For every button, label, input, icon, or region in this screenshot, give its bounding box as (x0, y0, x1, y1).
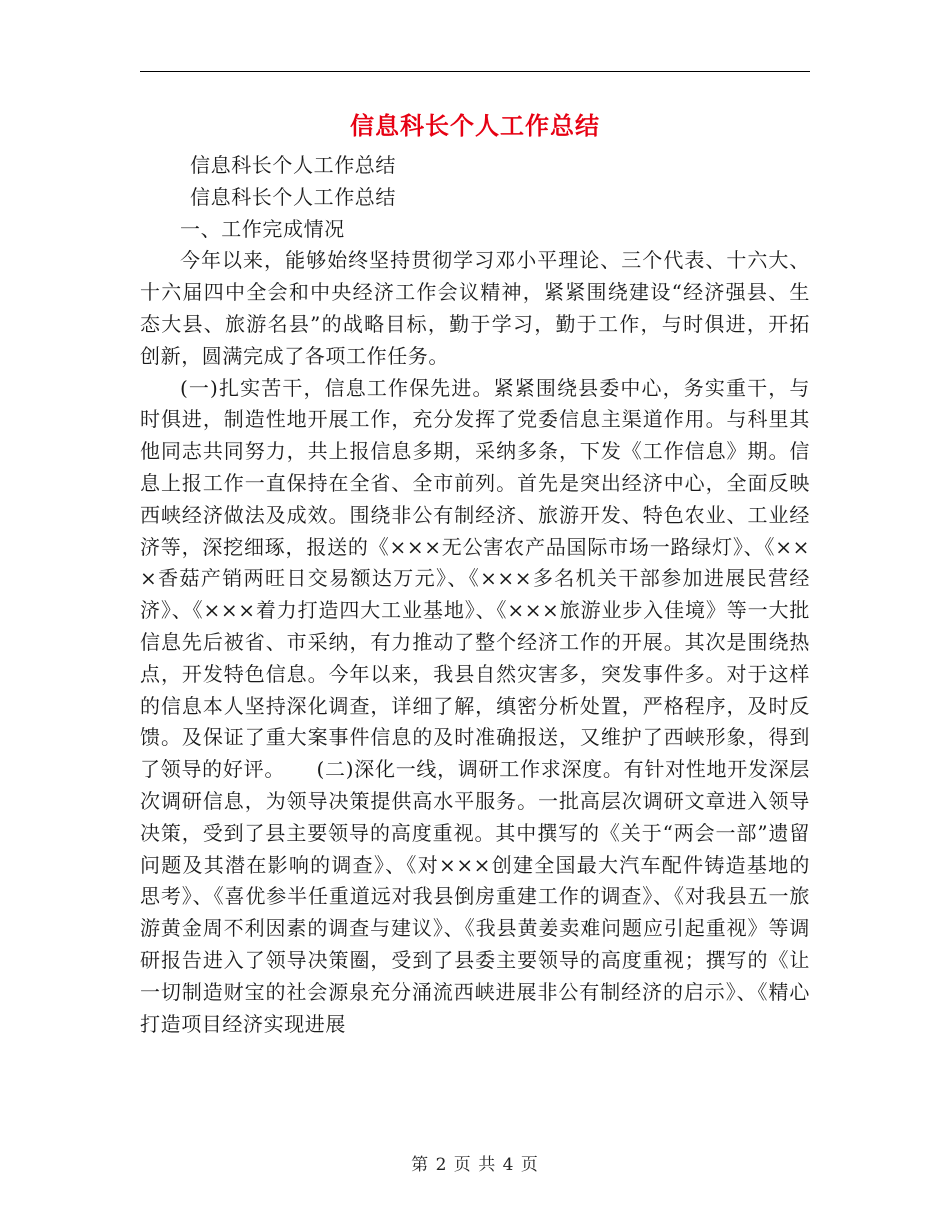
section-heading: 一、工作完成情况 (180, 216, 345, 241)
header-rule (140, 71, 810, 72)
page-footer: 第 2 页 共 4 页 (411, 1155, 539, 1175)
subtitle-line-1: 信息科长个人工作总结 (190, 153, 396, 177)
subtitle-line-2: 信息科长个人工作总结 (190, 184, 396, 209)
document-body (140, 150, 810, 1040)
paragraph-intro: 今年以来，能够始终坚持贯彻学习邓小平理论、三个代表、十六大、十六届四中全会和中央经济工作会议精神，紧紧围绕建设“经济强县、生态大县、旅游名县”的战略目标，勤于学习，勤于工作，与时俱进，开拓创新，圆满完成了各项工作任务。 (140, 248, 810, 368)
paragraph-main: (一)扎实苦干，信息工作保先进。紧紧围绕县委中心，务实重干，与时俱进，制造性地开展工作，充分发挥了党委信息主渠道作用。与科里其他同志共同努力，共上报信息多期，采纳多条，下发《工作信息》期。信息上报工作一直保持在全省、全市前列。首先是突出经济中心，全面反映西峡经济做法及成效。围绕非公有制经济、旅游开发、特色农业、工业经济等，深挖细琢，报送的《×××无公害农产品国际市场一路绿灯》、《×××香菇产销两旺日交易额达万元》、《×××多名机关干部参加进展民营经济》、《×××着力打造四大工业基地》、《×××旅游业步入佳境》等一大批信息先后被省、市采纳，有力推动了整个经济工作的开展。其次是围绕热点，开发特色信息。今年以来，我县自然灾害多，突发事件多。对于这样的信息本人坚持深化调查，详细了解，缜密分析处置，严格程序，及时反馈。及保证了重大案事件信息的及时准确报送，又维护了西峡形象，得到了领导的好评。 (二)深化一线，调研工作求深度。有针对性地开发深层次调研信息，为领导决策提供高水平服务。一批高层次调研文章进入领导决策，受到了县主要领导的高度重视。其中撰写的《关于“两会一部”遗留问题及其潜在影响的调查》、《对×××创建全国最大汽车配件铸造基地的思考》、《喜优参半任重道远对我县倒房重建工作的调查》、《对我县五一旅游黄金周不利因素的调查与建议》、《我县黄姜卖难问题应引起重视》等调研报告进入了领导决策圈，受到了县委主要领导的高度重视；撰写的《让一切制造财宝的社会源泉充分涌流西峡进展非公有制经济的启示》、《精心打造项目经济实现进展 (140, 375, 810, 1036)
document-title: 信息科长个人工作总结 (350, 111, 600, 140)
